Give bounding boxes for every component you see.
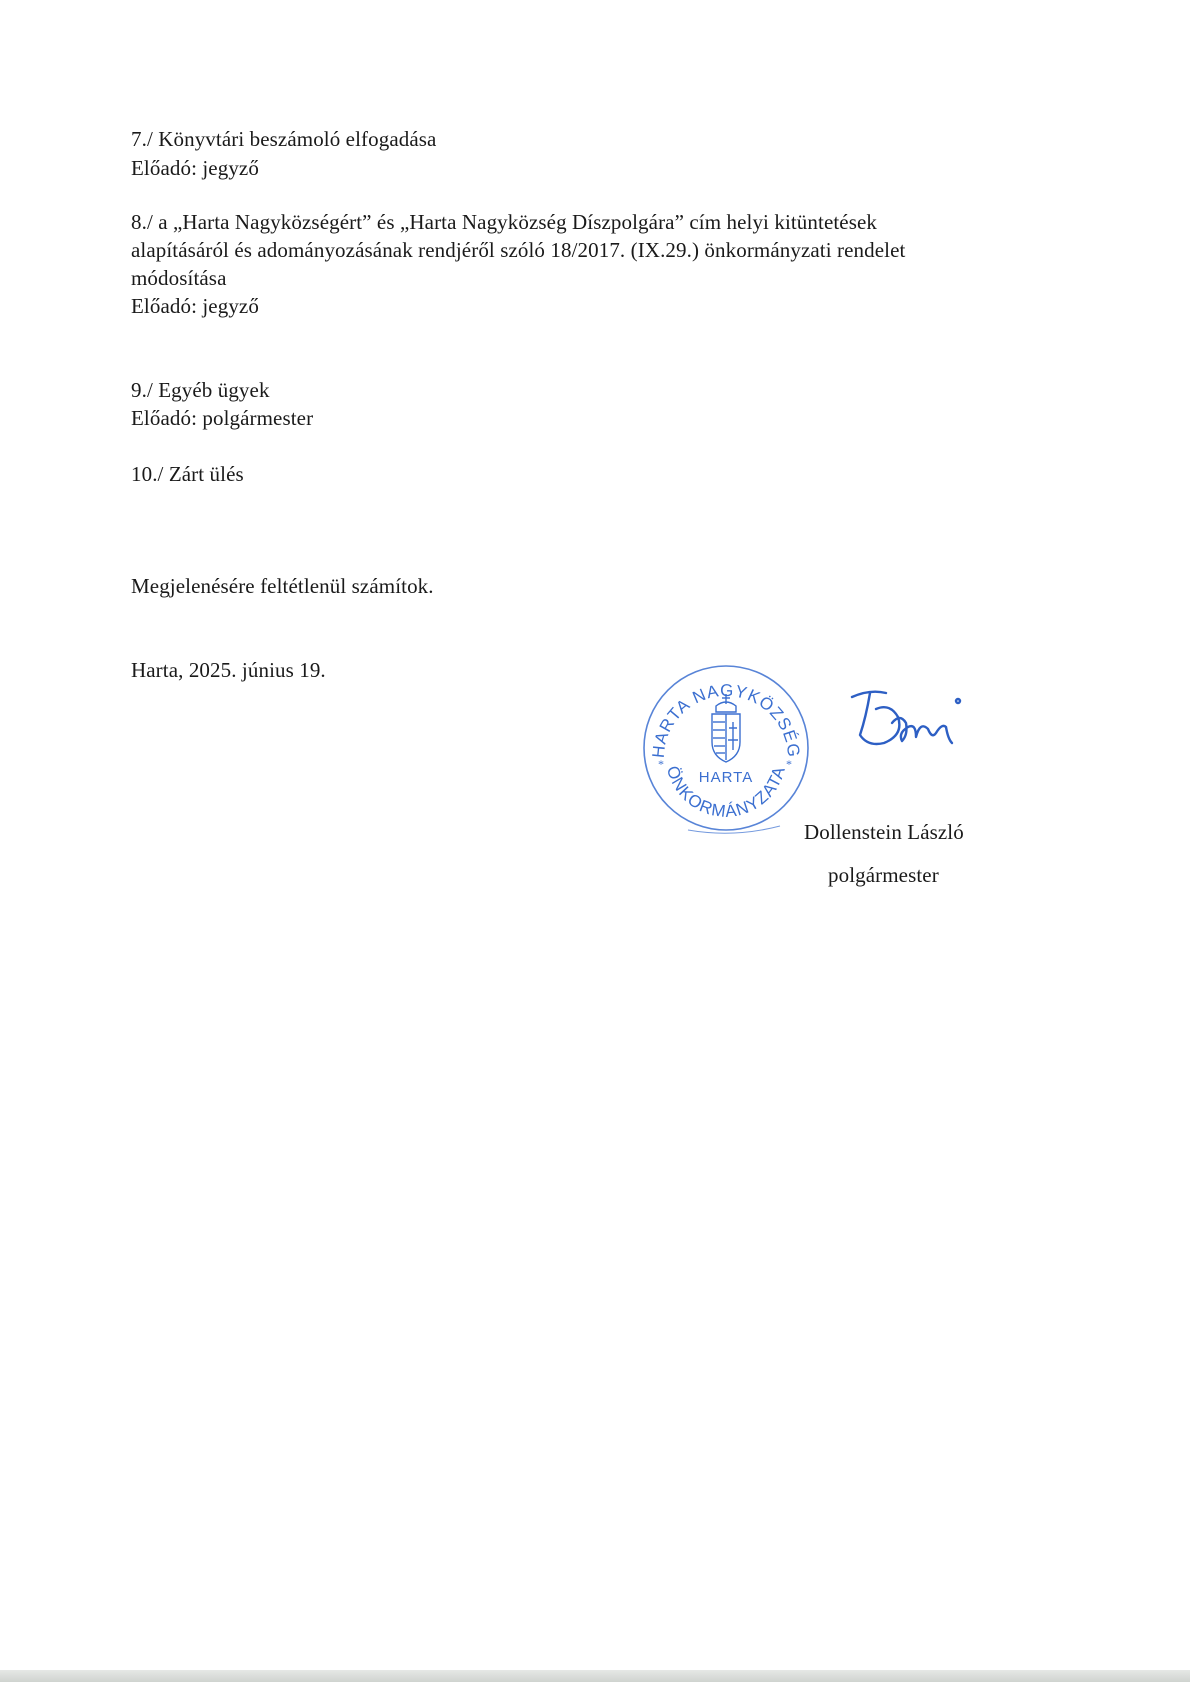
- official-stamp: [638, 660, 814, 836]
- page-bottom-edge: [0, 1670, 1190, 1682]
- coat-of-arms-icon: [712, 694, 740, 762]
- stamp-star-right-icon: *: [786, 757, 792, 771]
- signer-name: Dollenstein László: [804, 820, 964, 844]
- stamp-middle-text: HARTA: [698, 769, 754, 786]
- stamp-bottom-text: ÖNKORMÁNYZATA: [662, 763, 790, 822]
- stamp-top-text: HARTA NAGYKÖZSÉG: [648, 680, 804, 759]
- agenda-item-7-presenter: Előadó: jegyző: [131, 156, 259, 180]
- agenda-item-9-title: 9./ Egyéb ügyek: [131, 378, 270, 402]
- agenda-item-8-title-line-2: alapításáról és adományozásának rendjéről szóló 18/2017. (IX.29.) önkormányzati rendelet: [131, 238, 906, 262]
- closing-sentence: Megjelenésére feltétlenül számítok.: [131, 574, 434, 598]
- agenda-item-8-presenter: Előadó: jegyző: [131, 294, 259, 318]
- agenda-item-8-title-line-1: 8./ a „Harta Nagyközségért” és „Harta Nagyközség Díszpolgára” cím helyi kitüntetések: [131, 210, 878, 234]
- handwritten-signature: [846, 683, 976, 763]
- stamp-star-left-icon: *: [658, 757, 664, 771]
- agenda-item-8-title-line-3: módosítása: [131, 266, 227, 290]
- agenda-item-10-title: 10./ Zárt ülés: [131, 462, 244, 486]
- agenda-item-9-presenter: Előadó: polgármester: [131, 406, 314, 430]
- agenda-item-7-title: 7./ Könyvtári beszámoló elfogadása: [131, 127, 437, 151]
- signer-role: polgármester: [828, 863, 939, 887]
- place-date: Harta, 2025. június 19.: [131, 658, 326, 682]
